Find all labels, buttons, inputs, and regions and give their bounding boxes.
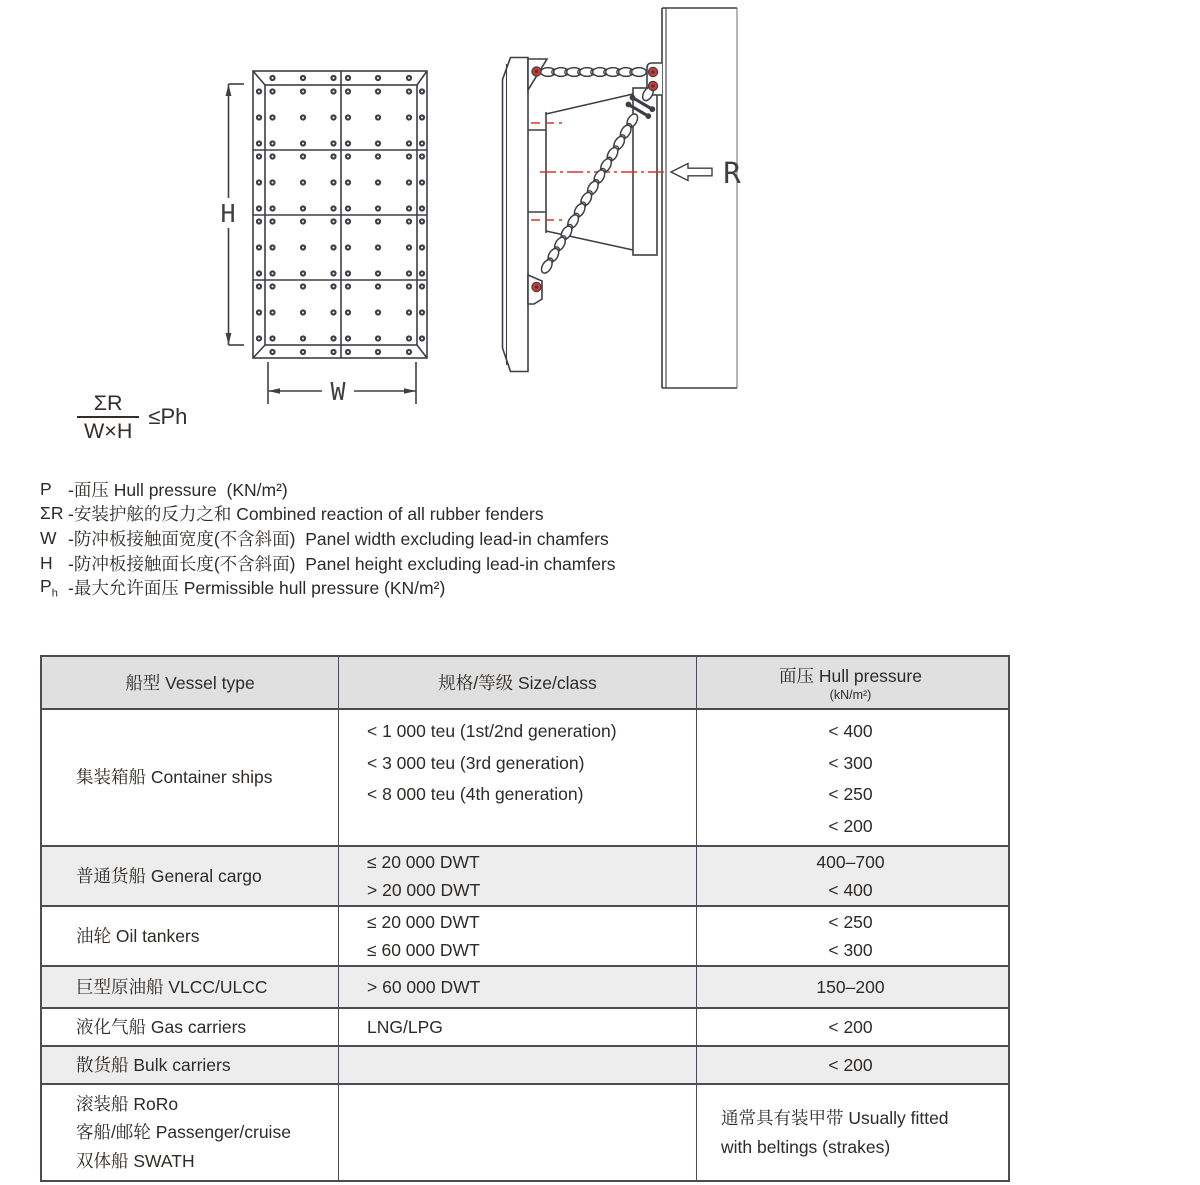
vessel-name: 普通货船 General cargo: [76, 865, 262, 886]
vessel-cell: [42, 847, 338, 905]
vessel-name: 巨型原油船 VLCC/ULCC: [76, 976, 268, 997]
formula-denominator: W×H: [77, 416, 139, 443]
reaction-label: R: [723, 156, 741, 190]
definition-text: -最大允许面压 Permissible hull pressure (KN/m²): [68, 578, 446, 599]
size-value: < 8 000 teu (4th generation): [367, 784, 584, 804]
pressure-value: < 250: [828, 912, 873, 932]
size-cell: [338, 847, 696, 905]
dimension-arrow: [268, 388, 280, 394]
fender-panel-front-view: [220, 71, 427, 406]
symbol-text: W: [40, 527, 57, 548]
pressure-value: < 200: [828, 1017, 873, 1037]
size-value: > 60 000 DWT: [367, 977, 481, 997]
dimension-arrow: [226, 84, 232, 96]
pressure-value: < 200: [828, 815, 873, 836]
pressure-value: < 400: [828, 880, 873, 900]
hull-pressure-table: [40, 655, 1010, 1182]
vessel-name: 液化气船 Gas carriers: [76, 1016, 247, 1037]
size-cell: [338, 710, 696, 845]
pressure-cell: [696, 710, 1004, 845]
chamfer-corner: [253, 345, 265, 358]
definition-text: -面压 Hull pressure (KN/m²): [68, 479, 288, 500]
definition-text: -安装护舷的反力之和 Combined reaction of all rubber fenders: [68, 504, 544, 525]
table-row: [42, 845, 1008, 905]
size-value: ≤ 20 000 DWT: [367, 912, 480, 932]
chamfer-corner: [253, 71, 265, 85]
height-dimension: [220, 84, 244, 345]
vessel-name: 滚装船 RoRo: [76, 1093, 179, 1114]
pressure-value: < 250: [828, 784, 873, 804]
vessel-cell: [42, 967, 338, 1007]
chamfer-corner: [417, 345, 427, 358]
reaction-arrow: [671, 156, 741, 190]
table-row: [42, 708, 1008, 845]
size-value: < 1 000 teu (1st/2nd generation): [367, 721, 617, 741]
size-cell: [338, 967, 696, 1007]
header-label: 船型 Vessel type: [125, 673, 255, 693]
symbol-subscript: h: [51, 587, 58, 600]
table-row: [42, 1083, 1008, 1180]
pressure-cell: [696, 967, 1004, 1007]
table-row: [42, 1007, 1008, 1045]
width-label: W: [330, 377, 346, 406]
size-cell: [338, 1009, 696, 1045]
size-cell: [338, 1085, 696, 1180]
definition-row: [40, 477, 616, 502]
pressure-value: < 300: [828, 940, 873, 960]
column-header: [42, 657, 338, 708]
vessel-cell: [42, 1085, 338, 1180]
vessel-cell: [42, 1009, 338, 1045]
size-value: ≤ 60 000 DWT: [367, 940, 480, 960]
pressure-value: < 300: [828, 752, 873, 773]
vessel-name: 客船/邮轮 Passenger/cruise: [76, 1122, 291, 1143]
symbol: [40, 528, 68, 549]
header-unit: (kN/m²): [829, 687, 872, 702]
vessel-cell: [42, 1047, 338, 1083]
header-label: 规格/等级 Size/class: [438, 673, 597, 693]
symbol-definitions: [40, 477, 616, 600]
chamfer-corner: [417, 71, 427, 85]
vessel-name: 油轮 Oil tankers: [76, 925, 200, 946]
symbol: [40, 553, 68, 574]
vessel-name: 散货船 Bulk carriers: [76, 1054, 231, 1075]
symbol-text: P: [40, 575, 52, 596]
size-cell: [338, 907, 696, 965]
vessel-name: 集装箱船 Container ships: [76, 767, 273, 788]
symbol: [40, 576, 68, 600]
width-dimension: [268, 362, 416, 406]
symbol-text: H: [40, 552, 53, 573]
definition-text: -防冲板接触面宽度(不含斜面) Panel width excluding lead-in chamfers: [68, 528, 609, 549]
definition-row: [40, 551, 616, 576]
table-row: [42, 905, 1008, 965]
symbol: [40, 479, 68, 500]
vessel-cell: [42, 907, 338, 965]
pressure-value: < 200: [828, 1055, 873, 1075]
pressure-cell: [696, 847, 1004, 905]
frontal-panel-side: [503, 58, 529, 372]
dimension-arrow: [404, 388, 416, 394]
symbol: [40, 503, 68, 524]
dock-wall: [662, 8, 737, 388]
pressure-value: 400–700: [816, 852, 885, 872]
symbol-text: ΣR: [40, 503, 64, 524]
definition-text: -防冲板接触面长度(不含斜面) Panel height excluding lead-in chamfers: [68, 553, 616, 574]
table-header-row: [42, 657, 1008, 708]
pressure-cell: [696, 1047, 1004, 1083]
pressure-cell: [696, 1009, 1004, 1045]
size-value: > 20 000 DWT: [367, 880, 481, 900]
height-label: H: [220, 199, 236, 228]
column-header: [696, 657, 1004, 708]
formula-fraction: [77, 391, 139, 443]
hull-pressure-formula: [77, 391, 187, 443]
header-label: 面压 Hull pressure: [779, 665, 922, 686]
column-header: [338, 657, 696, 708]
dimension-arrow: [226, 333, 232, 345]
size-cell: [338, 1047, 696, 1083]
pressure-value: with beltings (strakes): [721, 1136, 891, 1157]
pressure-value: < 400: [828, 721, 873, 741]
table-row: [42, 965, 1008, 1007]
fender-side-view: [503, 8, 742, 388]
definition-row: [40, 526, 616, 551]
definition-row: [40, 502, 616, 527]
pressure-cell: [696, 907, 1004, 965]
size-value: LNG/LPG: [367, 1017, 443, 1037]
vessel-cell: [42, 710, 338, 845]
table-row: [42, 1045, 1008, 1083]
symbol-text: P: [40, 478, 52, 499]
pressure-value: 通常具有装甲带 Usually fitted: [721, 1108, 949, 1128]
size-value: ≤ 20 000 DWT: [367, 852, 480, 872]
formula-numerator: ΣR: [93, 391, 123, 415]
pressure-value: 150–200: [816, 977, 885, 997]
arrow-left-icon: [671, 164, 712, 181]
size-value: < 3 000 teu (3rd generation): [367, 752, 585, 773]
vessel-name: 双体船 SWATH: [76, 1150, 195, 1171]
definition-row: [40, 575, 616, 600]
formula-relation: ≤Ph: [148, 404, 188, 430]
pressure-cell: [696, 1085, 1004, 1180]
